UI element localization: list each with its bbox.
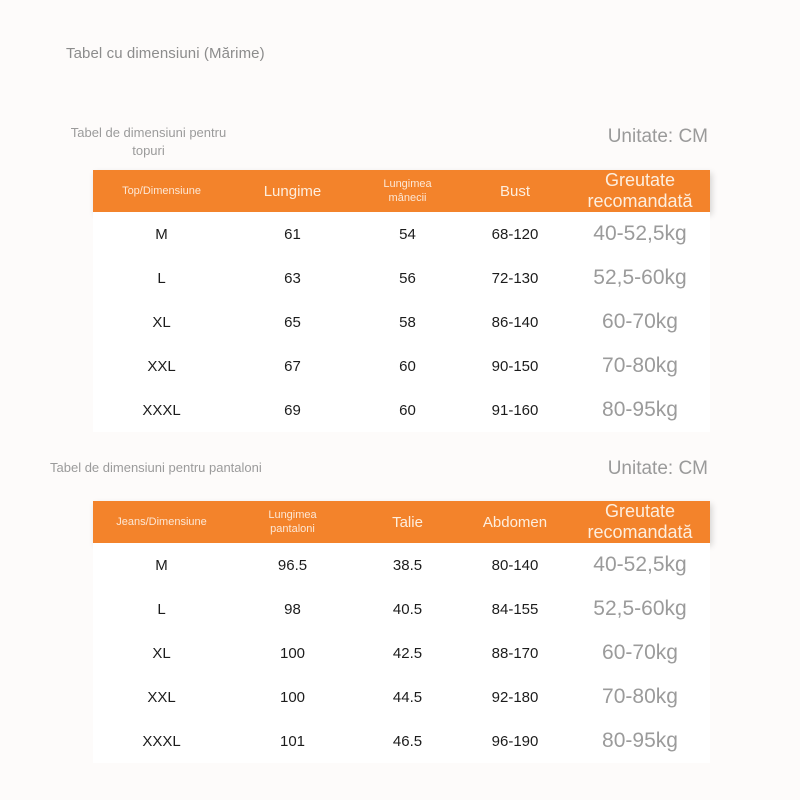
tops-header-size-label: Top/Dimensiune [122, 185, 201, 197]
table-row [93, 675, 710, 719]
cell-size: M [93, 212, 230, 256]
pants-caption-line-1: Tabel de dimensiuni pentru pantaloni [50, 460, 262, 475]
cell-bust: 90-150 [460, 344, 570, 388]
tops-header-weight-line-2: recomandată [587, 191, 693, 211]
pants-header-waist-label: Talie [392, 513, 423, 531]
cell-length: 69 [230, 388, 355, 432]
table-row [93, 543, 710, 587]
pants-header-waist [355, 501, 460, 543]
tops-header-sleeve-line-1: Lungimea [383, 178, 432, 190]
cell-pant-length: 101 [230, 719, 355, 763]
cell-length: 67 [230, 344, 355, 388]
pants-table-body [93, 543, 710, 763]
cell-size: XXL [93, 344, 230, 388]
cell-size: L [93, 256, 230, 300]
cell-weight: 40-52,5kg [570, 543, 710, 587]
pants-header-weight [570, 501, 710, 543]
pants-table-head [93, 501, 710, 543]
pants-header-size-label: Jeans/Dimensiune [116, 516, 207, 528]
cell-abdomen: 80-140 [460, 543, 570, 587]
cell-waist: 42.5 [355, 631, 460, 675]
tops-size-section [0, 124, 800, 421]
pants-header-pant-length-line-1: Lungimea [268, 509, 317, 521]
cell-weight: 60-70kg [570, 300, 710, 344]
tops-table-head [93, 170, 710, 212]
cell-abdomen: 88-170 [460, 631, 570, 675]
cell-bust: 91-160 [460, 388, 570, 432]
table-row [93, 256, 710, 300]
tops-header-sleeve-length [355, 170, 460, 212]
tops-header-bust-label: Bust [499, 182, 530, 200]
cell-waist: 44.5 [355, 675, 460, 719]
pants-section-header [0, 450, 800, 496]
cell-waist: 38.5 [355, 543, 460, 587]
cell-weight: 40-52,5kg [570, 212, 710, 256]
pants-unit-label: Unitate: CM [607, 458, 708, 479]
cell-pant-length: 100 [230, 675, 355, 719]
cell-weight: 52,5-60kg [570, 256, 710, 300]
tops-header-weight-line-1: Greutate [604, 170, 676, 190]
pants-header-weight-line-1: Greutate [604, 501, 676, 521]
cell-abdomen: 92-180 [460, 675, 570, 719]
pants-header-row [93, 501, 710, 543]
cell-size: XXXL [93, 388, 230, 432]
pants-header-pant-length-line-2: pantaloni [270, 523, 315, 535]
cell-waist: 46.5 [355, 719, 460, 763]
cell-weight: 80-95kg [570, 388, 710, 432]
cell-length: 63 [230, 256, 355, 300]
tops-header-sleeve-line-2: mânecii [388, 192, 427, 204]
tops-header-size [93, 170, 230, 212]
cell-bust: 86-140 [460, 300, 570, 344]
cell-bust: 72-130 [460, 256, 570, 300]
tops-caption-line-1: Tabel de dimensiuni pentru [70, 125, 227, 140]
table-row [93, 388, 710, 432]
table-row [93, 631, 710, 675]
cell-size: L [93, 587, 230, 631]
cell-waist: 40.5 [355, 587, 460, 631]
tops-header-weight [570, 170, 710, 212]
cell-sleeve-length: 60 [355, 388, 460, 432]
cell-sleeve-length: 54 [355, 212, 460, 256]
cell-size: M [93, 543, 230, 587]
cell-sleeve-length: 58 [355, 300, 460, 344]
cell-pant-length: 96.5 [230, 543, 355, 587]
table-row [93, 212, 710, 256]
table-row [93, 344, 710, 388]
pants-header-abdomen-label: Abdomen [482, 513, 548, 531]
pants-header-abdomen [460, 501, 570, 543]
cell-weight: 52,5-60kg [570, 587, 710, 631]
cell-size: XXXL [93, 719, 230, 763]
cell-weight: 70-80kg [570, 675, 710, 719]
tops-table-caption [66, 124, 231, 160]
cell-length: 61 [230, 212, 355, 256]
table-row [93, 587, 710, 631]
cell-weight: 70-80kg [570, 344, 710, 388]
cell-weight: 80-95kg [570, 719, 710, 763]
tops-size-table [93, 170, 710, 432]
cell-sleeve-length: 60 [355, 344, 460, 388]
tops-header-length-label: Lungime [263, 182, 322, 200]
cell-pant-length: 98 [230, 587, 355, 631]
table-row [93, 300, 710, 344]
page-title: Tabel cu dimensiuni (Mărime) [66, 45, 265, 62]
tops-header-bust [460, 170, 570, 212]
tops-caption-line-2: topuri [132, 143, 165, 158]
tops-header-length [230, 170, 355, 212]
tops-header-row [93, 170, 710, 212]
pants-header-pant-length [230, 501, 355, 543]
tops-table-body [93, 212, 710, 432]
pants-size-table [93, 501, 710, 763]
pants-header-weight-line-2: recomandată [587, 522, 693, 542]
pants-header-size [93, 501, 230, 543]
cell-sleeve-length: 56 [355, 256, 460, 300]
tops-unit-label: Unitate: CM [607, 126, 708, 147]
pants-table-caption [50, 459, 310, 477]
cell-size: XL [93, 300, 230, 344]
cell-bust: 68-120 [460, 212, 570, 256]
cell-abdomen: 84-155 [460, 587, 570, 631]
cell-abdomen: 96-190 [460, 719, 570, 763]
cell-length: 65 [230, 300, 355, 344]
cell-pant-length: 100 [230, 631, 355, 675]
cell-weight: 60-70kg [570, 631, 710, 675]
tops-section-header [0, 124, 800, 170]
table-row [93, 719, 710, 763]
pants-size-section [0, 450, 800, 752]
cell-size: XXL [93, 675, 230, 719]
cell-size: XL [93, 631, 230, 675]
